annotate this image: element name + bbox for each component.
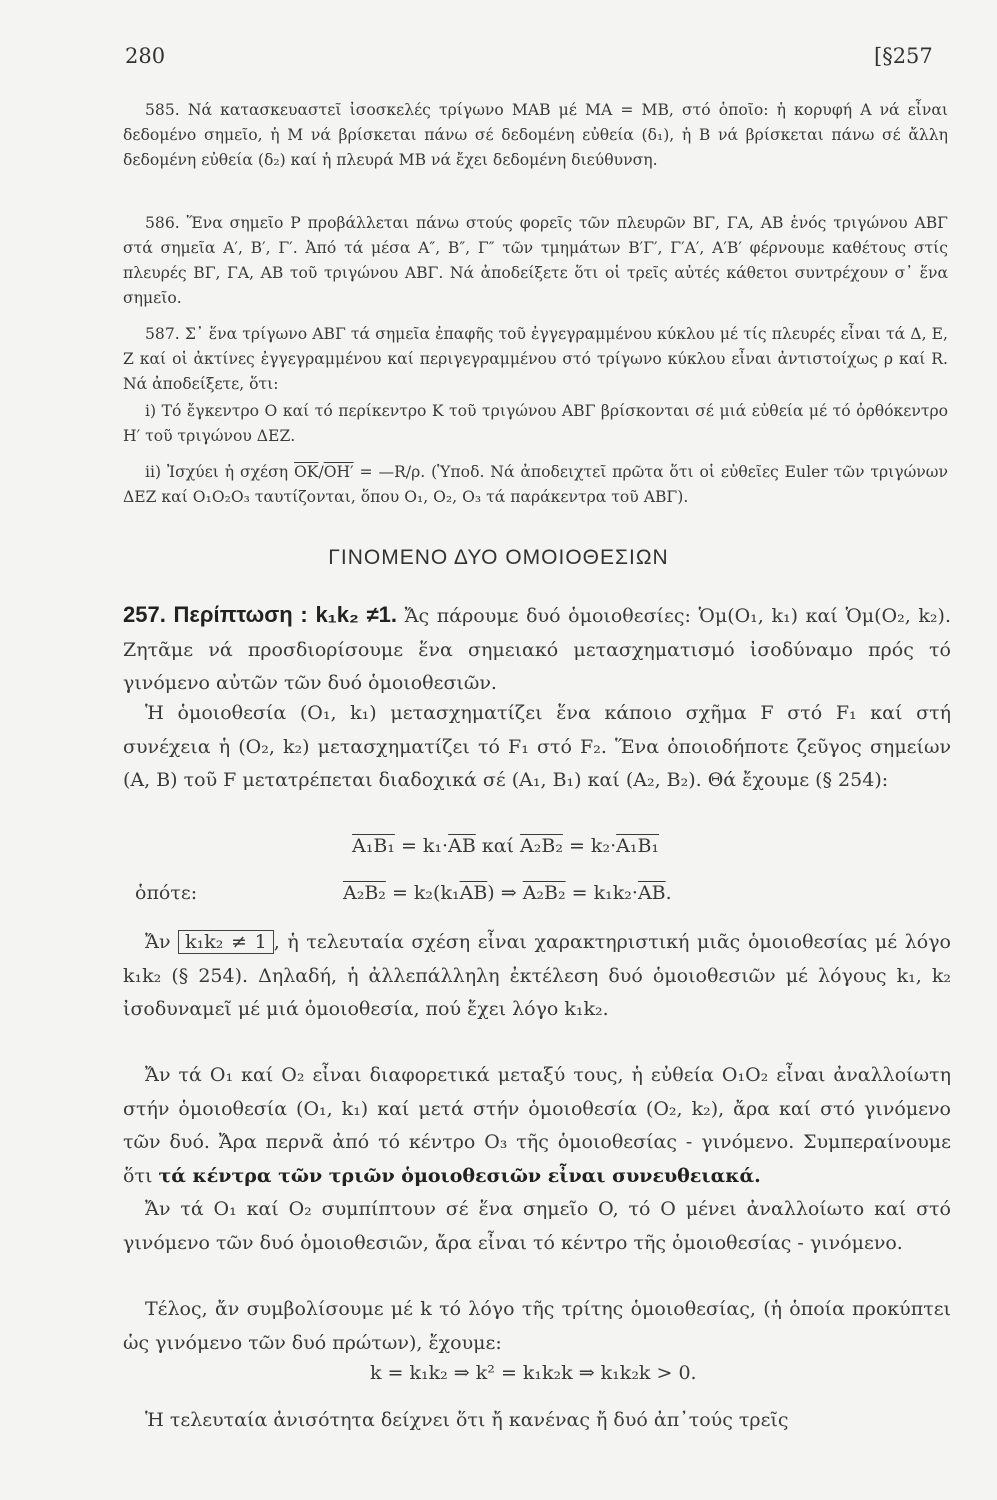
equation-2: $A_2B_2 = k_2(k_1\overline{AB})$ ⇒ $A_2B_2 = k_1k_2\cdot\overline{AB}$. (343, 882, 672, 904)
section-reference: [§257 (874, 44, 933, 68)
equation-3: k = k₁k₂ ⇒ k² = k₁k₂k ⇒ k₁k₂k > 0. (370, 1362, 697, 1384)
page-number: 280 (125, 44, 166, 68)
problem-587-part-i: i) Τό ἔγκεντρο Ο καί τό περίκεντρο Κ τοῦ τριγώνου ΑΒΓ βρίσκονται σέ μιά εὐθεία μέ τό ὀρθόκεντρο Η′ τοῦ τριγώνου ΔΕΖ. (123, 402, 948, 445)
case-257-intro: 257. Περίπτωση : k₁k₂ ≠1. Ἄς πάρουμε δυό ὁμοιοθεσίες: Ὁμ(O₁, k₁) καί Ὁμ(O₂, k₂). Ζητᾶμε νά προσδιορίσουμε ἕνα σημειακό μετασχηματισμό ἰσοδύναμο πρός τό γινόμενο αὐτῶν τῶν δυό ὁμοιοθεσιῶν. (123, 602, 951, 694)
problem-587-part-ii: ii) Ἰσχύει ἡ σχέση $\overline{OK}/OH'$ = —R/ρ. (Ὑποδ. Νά ἀποδειχτεῖ πρῶτα ὅτι οἱ εὐθεῖες Euler τῶν τριγώνων ΔΕΖ καί O₁O₂O₃ ταυτίζονται, ὅπου O₁, O₂, O₃ τά παράκεντρα τοῦ ΑΒΓ). (123, 463, 948, 506)
case-257-paragraph-5: Ἄν τά O₁ καί O₂ συμπίπτουν σέ ἕνα σημεῖο O, τό O μένει ἀναλλοίωτο καί στό γινόμενο τῶν δυό ὁμοιοθεσιῶν, ἄρα εἶναι τό κέντρο τῆς ὁμοιοθεσίας - γινόμενο. (123, 1198, 951, 1254)
problem-586: 586. Ἕνα σημεῖο P προβάλλεται πάνω στούς φορεῖς τῶν πλευρῶν ΒΓ, ΓΑ, ΑΒ ἑνός τριγώνου ΑΒΓ στά σημεῖα Α′, Β′, Γ′. Ἀπό τά μέσα Α″, Β″, Γ″ τῶν τμημάτων Β′Γ′, Γ′Α′, Α′Β′ φέρνουμε καθέτους στίς πλευρές ΒΓ, ΓΑ, ΑΒ τοῦ τριγώνου ΑΒΓ. Νά ἀποδείξετε ὅτι οἱ τρεῖς αὐτές κάθετοι συντρέχουν σ᾽ ἕνα σημεῖο. (123, 214, 948, 307)
section-title: ΓΙΝΟΜΕΝΟ ΔΥΟ ΟΜΟΙΟΘΕΣΙΩΝ (328, 546, 669, 569)
problem-587: 587. Σ᾽ ἕνα τρίγωνο ΑΒΓ τά σημεῖα ἐπαφῆς τοῦ ἐγγεγραμμένου κύκλου μέ τίς πλευρές εἶναι τά Δ, Ε, Ζ καί οἱ ἀκτίνες ἐγγεγραμμένου καί περιγεγραμμένου στό τρίγωνο κύκλου εἶναι ἀντιστοίχως ρ καί R. Νά ἀποδείξετε, ὅτι: (123, 325, 948, 393)
opote-label: ὁπότε: (135, 882, 198, 904)
case-257-paragraph-7: Ἡ τελευταία ἀνισότητα δείχνει ὅτι ἤ κανένας ἤ δυό ἀπ᾽τούς τρεῖς (145, 1409, 789, 1431)
case-257-paragraph-3: Ἄν k₁k₂ ≠ 1 , ἡ τελευταία σχέση εἶναι χαρακτηριστική μιᾶς ὁμοιοθεσίας μέ λόγο k₁k₂ (§ 254). Δηλαδή, ἡ ἀλλεπάλληλη ἐκτέλεση δυό ὁμοιοθεσιῶν μέ λόγους k₁, k₂ ἰσοδυναμεῖ μέ μιά ὁμοιοθεσία, πού ἔχει λόγο k₁k₂. (123, 931, 951, 1020)
condition-box: k₁k₂ ≠ 1 (178, 930, 274, 954)
case-257-paragraph-6: Τέλος, ἄν συμβολίσουμε μέ k τό λόγο τῆς τρίτης ὁμοιοθεσίας, (ἡ ὁποία προκύπτει ὡς γινόμενο τῶν δυό πρώτων), ἔχουμε: (123, 1298, 951, 1354)
equation-1: $A_1B_1 = k_1\cdot\overline{AB}$ καί A₂B₂ = k₂·A₁B₁ (352, 835, 660, 857)
case-257-heading: 257. Περίπτωση : k₁k₂ ≠1. (123, 602, 397, 627)
problem-585: 585. Νά κατασκευαστεῖ ἰσοσκελές τρίγωνο MAB μέ MA = MB, στό ὁποῖο: ἡ κορυφή A νά εἶναι δεδομένο σημεῖο, ἡ M νά βρίσκεται πάνω σέ δεδομένη εὐθεία (δ₁), ἡ B νά βρίσκεται πάνω σέ ἄλλη δεδομένη εὐθεία (δ₂) καί ἡ πλευρά MB νά ἔχει δεδομένη διεύθυνση. (123, 101, 948, 169)
case-257-paragraph-4: Ἄν τά O₁ καί O₂ εἶναι διαφορετικά μεταξύ τους, ἡ εὐθεία O₁O₂ εἶναι ἀναλλοίωτη στήν ὁμοιοθεσία (O₁, k₁) καί μετά στήν ὁμοιοθεσία (O₂, k₂), ἄρα καί στό γινόμενο τῶν δυό. Ἄρα περνᾶ ἀπό τό κέντρο O₃ τῆς ὁμοιοθεσίας - γινόμενο. Συμπεραίνουμε ὅτι τά κέντρα τῶν τριῶν ὁμοιοθεσιῶν εἶναι συνευθειακά. (123, 1064, 951, 1187)
bold-conclusion: τά κέντρα τῶν τριῶν ὁμοιοθεσιῶν εἶναι συνευθειακά. (158, 1164, 761, 1187)
case-257-paragraph-2: Ἡ ὁμοιοθεσία (O₁, k₁) μετασχηματίζει ἕνα κάποιο σχῆμα F στό F₁ καί στή συνέχεια ἡ (O₂, k₂) μετασχηματίζει τό F₁ στό F₂. Ἕνα ὁποιοδήποτε ζεῦγος σημείων (A, B) τοῦ F μετατρέπεται διαδοχικά σέ (A₁, B₁) καί (A₂, B₂). Θά ἔχουμε (§ 254): (123, 702, 951, 791)
